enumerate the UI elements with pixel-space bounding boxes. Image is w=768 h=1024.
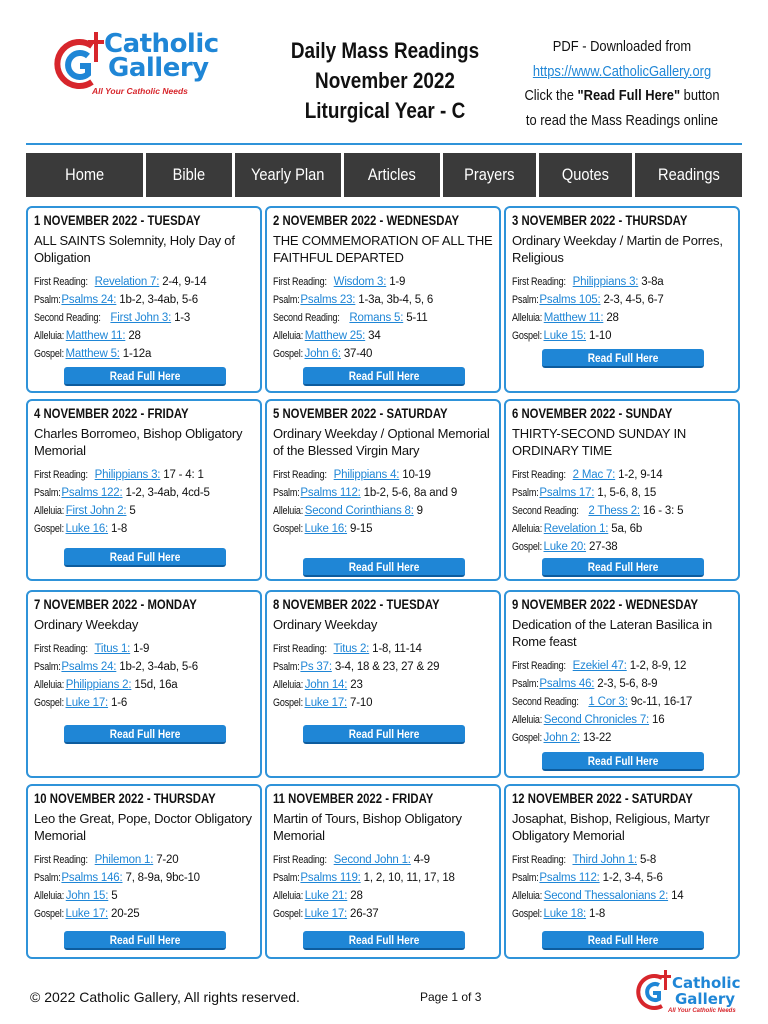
scripture-link[interactable]: Second John 1: — [333, 854, 411, 866]
scripture-link[interactable]: John 6: — [304, 348, 341, 360]
reading-label: Gospel: — [34, 908, 64, 920]
reading-label: Alleluia: — [512, 714, 543, 726]
reading-line — [512, 309, 732, 327]
read-full-here-button[interactable]: Read Full Here — [542, 349, 704, 368]
reading-line — [273, 851, 493, 869]
reading-label: Gospel: — [512, 541, 542, 553]
scripture-verses: 1-2, 3-4, 5-6 — [599, 872, 663, 884]
scripture-verses: 28 — [347, 890, 363, 902]
scripture-link[interactable]: Second Corinthians 8: — [304, 505, 414, 517]
reading-line — [273, 905, 493, 923]
scripture-link[interactable]: Titus 1: — [94, 643, 131, 655]
reading-card — [26, 206, 262, 393]
scripture-link[interactable]: Titus 2: — [333, 643, 370, 655]
scripture-link[interactable]: Second Chronicles 7: — [543, 714, 650, 726]
reading-line — [273, 869, 493, 887]
scripture-link[interactable]: Luke 20: — [543, 541, 587, 553]
reading-card — [504, 590, 740, 778]
readings-list — [34, 640, 254, 712]
reading-line — [512, 905, 732, 923]
scripture-verses: 28 — [603, 312, 619, 324]
scripture-verses: 3-8a — [638, 276, 664, 288]
scripture-link[interactable]: 1 Cor 3: — [588, 696, 628, 708]
scripture-verses: 1-10 — [586, 330, 612, 342]
scripture-link[interactable]: Second Thessalonians 2: — [543, 890, 669, 902]
scripture-link[interactable]: John 14: — [304, 679, 348, 691]
scripture-link[interactable]: Luke 15: — [543, 330, 587, 342]
scripture-link[interactable]: Luke 17: — [65, 908, 109, 920]
scripture-link[interactable]: Psalms 146: — [61, 872, 123, 884]
scripture-verses: 26-37 — [347, 908, 379, 920]
reading-label: Alleluia: — [34, 330, 65, 342]
reading-card — [26, 784, 262, 959]
reading-label: Psalm: — [273, 294, 300, 306]
scripture-verses: 1-6 — [108, 697, 128, 709]
reading-card — [26, 590, 262, 778]
reading-label: Alleluia: — [34, 679, 65, 691]
scripture-verses: 2-3, 4-5, 6-7 — [600, 294, 664, 306]
reading-line — [34, 905, 254, 923]
reading-line — [273, 291, 493, 309]
reading-label: Psalm: — [512, 678, 539, 690]
card-title: Josaphat, Bishop, Religious, Martyr Obligatory Memorial — [512, 811, 710, 843]
read-full-here-button[interactable]: Read Full Here — [542, 558, 704, 577]
readings-list — [34, 466, 254, 538]
card-date: 2 NOVEMBER 2022 - WEDNESDAY — [273, 213, 460, 228]
reading-label: First Reading: — [512, 469, 566, 481]
nav-prayers[interactable]: Prayers — [443, 153, 536, 197]
reading-line — [34, 273, 254, 291]
reading-card — [265, 784, 501, 959]
readings-list — [512, 851, 732, 923]
reading-card — [265, 206, 501, 393]
svg-text:All Your Catholic Needs: All Your Catholic Needs — [668, 1008, 736, 1014]
card-title: Ordinary Weekday — [273, 617, 378, 632]
nav-articles[interactable]: Articles — [344, 153, 440, 197]
reading-label: Gospel: — [34, 697, 64, 709]
scripture-link[interactable]: First John 2: — [65, 505, 127, 517]
scripture-verses: 5a, 6b — [608, 523, 643, 535]
reading-line — [273, 658, 493, 676]
main-nav — [26, 153, 742, 197]
scripture-verses: 1-9 — [130, 643, 150, 655]
reading-label: Gospel: — [273, 908, 303, 920]
reading-label: Alleluia: — [34, 505, 65, 517]
reading-label: Psalm: — [273, 872, 300, 884]
reading-line — [273, 309, 493, 327]
scripture-verses: 1b-2, 3-4ab, 5-6 — [116, 294, 198, 306]
scripture-verses: 5-8 — [637, 854, 657, 866]
scripture-verses: 7-20 — [153, 854, 179, 866]
nav-yearly-plan[interactable]: Yearly Plan — [235, 153, 341, 197]
card-date: 6 NOVEMBER 2022 - SUNDAY — [512, 406, 673, 421]
card-title: Leo the Great, Pope, Doctor Obligatory Memorial — [34, 811, 252, 843]
scripture-verses: 3-4, 18 & 23, 27 & 29 — [331, 661, 440, 673]
card-title: ALL SAINTS Solemnity, Holy Day of Obligation — [34, 233, 235, 265]
scripture-verses: 14 — [668, 890, 684, 902]
reading-label: Gospel: — [34, 348, 64, 360]
reading-line — [34, 466, 254, 484]
readings-list — [273, 851, 493, 923]
scripture-link[interactable]: Luke 17: — [65, 697, 109, 709]
read-full-here-button[interactable]: Read Full Here — [542, 752, 704, 771]
scripture-link[interactable]: Revelation 1: — [543, 523, 609, 535]
reading-label: Second Reading: — [34, 312, 101, 324]
scripture-link[interactable]: Psalms 46: — [539, 678, 595, 690]
scripture-verses: 1-8, 11-14 — [369, 643, 422, 655]
reading-label: First Reading: — [273, 469, 327, 481]
scripture-verses: 5 — [126, 505, 136, 517]
scripture-link[interactable]: John 15: — [65, 890, 109, 902]
reading-line — [34, 869, 254, 887]
reading-line — [34, 676, 254, 694]
card-title: Ordinary Weekday / Optional Memorial of the Blessed Virgin Mary — [273, 426, 490, 458]
scripture-verses: 1-12a — [119, 348, 152, 360]
logo-tagline: All Your Catholic Needs — [92, 86, 188, 96]
reading-line — [34, 291, 254, 309]
scripture-link[interactable]: Matthew 25: — [304, 330, 366, 342]
card-date: 7 NOVEMBER 2022 - MONDAY — [34, 597, 197, 612]
reading-label: Second Reading: — [512, 505, 579, 517]
scripture-verses: 10-19 — [399, 469, 431, 481]
pdf-note-line-3: Click the "Read Full Here" button — [524, 87, 720, 104]
card-date: 12 NOVEMBER 2022 - SATURDAY — [512, 791, 693, 806]
logo-wordmark: Catholic Gallery — [104, 29, 219, 83]
scripture-verses: 13-22 — [579, 732, 612, 744]
reading-label: Alleluia: — [273, 505, 304, 517]
reading-line — [273, 345, 493, 363]
reading-label: Psalm: — [34, 487, 61, 499]
reading-label: First Reading: — [512, 854, 566, 866]
nav-quotes[interactable]: Quotes — [539, 153, 632, 197]
website-link[interactable]: https://www.CatholicGallery.org — [532, 62, 712, 80]
scripture-link[interactable]: Luke 21: — [304, 890, 348, 902]
scripture-verses: 9-15 — [347, 523, 373, 535]
scripture-verses: 1-2, 9-14 — [615, 469, 663, 481]
scripture-verses: 17 - 4: 1 — [160, 469, 204, 481]
card-date: 8 NOVEMBER 2022 - TUESDAY — [273, 597, 440, 612]
reading-label: Psalm: — [34, 294, 61, 306]
scripture-link[interactable]: Luke 17: — [304, 908, 348, 920]
reading-label: Psalm: — [512, 294, 539, 306]
scripture-link[interactable]: Psalms 119: — [300, 872, 361, 884]
read-full-here-button[interactable]: Read Full Here — [303, 725, 465, 744]
page-title — [270, 36, 500, 126]
read-full-here-button[interactable]: Read Full Here — [64, 367, 226, 386]
card-date: 4 NOVEMBER 2022 - FRIDAY — [34, 406, 189, 421]
read-full-here-button[interactable]: Read Full Here — [64, 725, 226, 744]
title-line-3: Liturgical Year - C — [304, 98, 466, 123]
reading-line — [34, 694, 254, 712]
scripture-verses: 1-3 — [171, 312, 191, 324]
reading-label: Gospel: — [512, 908, 542, 920]
reading-line — [512, 520, 732, 538]
scripture-verses: 1-3a, 3b-4, 5, 6 — [355, 294, 434, 306]
nav-bible[interactable]: Bible — [146, 153, 232, 197]
reading-label: First Reading: — [34, 643, 88, 655]
scripture-verses: 20-25 — [108, 908, 140, 920]
reading-card — [504, 206, 740, 393]
card-title: THIRTY-SECOND SUNDAY IN ORDINARY TIME — [512, 426, 687, 458]
pdf-note-line-4: to read the Mass Readings online — [525, 111, 719, 129]
scripture-link[interactable]: Ps 37: — [300, 661, 332, 673]
scripture-verses: 1-9 — [386, 276, 406, 288]
scripture-link[interactable]: Philippians 2: — [65, 679, 132, 691]
read-full-here-button[interactable]: Read Full Here — [303, 558, 465, 577]
scripture-link[interactable]: Psalms 112: — [539, 872, 600, 884]
reading-card — [265, 590, 501, 778]
readings-list — [273, 273, 493, 363]
reading-label: First Reading: — [34, 469, 88, 481]
reading-label: Alleluia: — [273, 330, 304, 342]
card-title: Martin of Tours, Bishop Obligatory Memorial — [273, 811, 462, 843]
reading-line — [34, 327, 254, 345]
copyright: © 2022 Catholic Gallery, All rights reserved. — [30, 989, 300, 1005]
scripture-link[interactable]: Philippians 3: — [94, 469, 161, 481]
scripture-verses: 1-2, 8-9, 12 — [626, 660, 687, 672]
reading-label: Gospel: — [273, 523, 303, 535]
reading-label: Psalm: — [34, 872, 61, 884]
reading-line — [273, 273, 493, 291]
card-date: 3 NOVEMBER 2022 - THURSDAY — [512, 213, 688, 228]
reading-line — [34, 502, 254, 520]
reading-line — [512, 502, 732, 520]
scripture-verses: 1-8 — [586, 908, 606, 920]
card-title: Charles Borromeo, Bishop Obligatory Memorial — [34, 426, 243, 458]
reading-line — [34, 345, 254, 363]
scripture-verses: 16 - 3: 5 — [639, 505, 684, 517]
scripture-link[interactable]: Psalms 24: — [61, 661, 117, 673]
reading-line — [512, 711, 732, 729]
reading-line — [273, 676, 493, 694]
scripture-link[interactable]: Psalms 17: — [539, 487, 595, 499]
scripture-link[interactable]: John 2: — [543, 732, 580, 744]
reading-label: Alleluia: — [512, 523, 543, 535]
read-full-here-button[interactable]: Read Full Here — [64, 931, 226, 950]
readings-list — [34, 273, 254, 363]
reading-label: First Reading: — [273, 643, 327, 655]
reading-line — [512, 657, 732, 675]
scripture-verses: 23 — [347, 679, 363, 691]
scripture-link[interactable]: Luke 16: — [304, 523, 348, 535]
scripture-verses: 9 — [413, 505, 423, 517]
scripture-verses: 1-8 — [108, 523, 128, 535]
reading-line — [512, 851, 732, 869]
scripture-verses: 1, 2, 10, 11, 17, 18 — [360, 872, 455, 884]
reading-label: Gospel: — [273, 348, 303, 360]
readings-list — [273, 466, 493, 538]
reading-label: First Reading: — [273, 854, 327, 866]
reading-line — [34, 640, 254, 658]
reading-line — [273, 520, 493, 538]
reading-line — [512, 291, 732, 309]
card-title: Ordinary Weekday / Martin de Porres, Religious — [512, 233, 723, 265]
reading-line — [512, 729, 732, 747]
reading-label: Alleluia: — [273, 890, 304, 902]
reading-line — [512, 466, 732, 484]
scripture-verses: 37-40 — [340, 348, 373, 360]
scripture-verses: 28 — [125, 330, 141, 342]
scripture-verses: 15d, 16a — [131, 679, 178, 691]
scripture-link[interactable]: First John 3: — [110, 312, 172, 324]
reading-line — [34, 851, 254, 869]
scripture-verses: 5-11 — [403, 312, 428, 324]
scripture-link[interactable]: Wisdom 3: — [333, 276, 387, 288]
reading-line — [273, 327, 493, 345]
read-full-here-button[interactable]: Read Full Here — [542, 931, 704, 950]
scripture-link[interactable]: 2 Thess 2: — [588, 505, 640, 517]
scripture-link[interactable]: Ezekiel 47: — [572, 660, 627, 672]
reading-card — [504, 784, 740, 959]
read-full-here-button[interactable]: Read Full Here — [64, 548, 226, 567]
header-divider — [26, 143, 742, 145]
scripture-verses: 16 — [649, 714, 665, 726]
reading-line — [512, 327, 732, 345]
readings-list — [512, 273, 732, 345]
scripture-verses: 2-4, 9-14 — [159, 276, 207, 288]
scripture-verses: 9c-11, 16-17 — [627, 696, 693, 708]
reading-line — [34, 887, 254, 905]
scripture-verses: 1-2, 3-4ab, 4cd-5 — [122, 487, 210, 499]
svg-text:Gallery: Gallery — [675, 990, 736, 1008]
reading-label: Second Reading: — [273, 312, 340, 324]
card-date: 11 NOVEMBER 2022 - FRIDAY — [273, 791, 434, 806]
scripture-verses: 7-10 — [347, 697, 373, 709]
reading-label: Gospel: — [512, 330, 542, 342]
reading-line — [273, 640, 493, 658]
reading-line — [512, 869, 732, 887]
footer-logo-icon — [636, 970, 746, 1014]
reading-label: First Reading: — [34, 276, 88, 288]
reading-label: Psalm: — [512, 487, 539, 499]
reading-card — [504, 399, 740, 581]
scripture-link[interactable]: Philippians 4: — [333, 469, 400, 481]
reading-label: First Reading: — [512, 660, 566, 672]
reading-label: Gospel: — [34, 523, 64, 535]
reading-line — [34, 309, 254, 327]
reading-label: First Reading: — [34, 854, 88, 866]
readings-list — [34, 851, 254, 923]
reading-line — [273, 502, 493, 520]
scripture-verses: 34 — [365, 330, 381, 342]
scripture-verses: 1b-2, 5-6, 8a and 9 — [360, 487, 458, 499]
card-title: Ordinary Weekday — [34, 617, 139, 632]
reading-label: Alleluia: — [34, 890, 65, 902]
card-title: THE COMMEMORATION OF ALL THE FAITHFUL DEPARTED — [273, 233, 493, 265]
reading-label: Second Reading: — [512, 696, 579, 708]
reading-label: Psalm: — [512, 872, 539, 884]
card-date: 1 NOVEMBER 2022 - TUESDAY — [34, 213, 201, 228]
scripture-link[interactable]: Luke 16: — [65, 523, 109, 535]
scripture-verses: 4-9 — [410, 854, 430, 866]
pdf-note-line-1: PDF - Downloaded from — [552, 38, 692, 55]
reading-card — [26, 399, 262, 581]
scripture-link[interactable]: Matthew 11: — [65, 330, 126, 342]
reading-label: Alleluia: — [512, 312, 543, 324]
reading-line — [273, 484, 493, 502]
reading-line — [512, 538, 732, 556]
read-full-here-button[interactable]: Read Full Here — [303, 367, 465, 386]
scripture-link[interactable]: Matthew 5: — [65, 348, 120, 360]
reading-line — [512, 887, 732, 905]
svg-text:Catholic: Catholic — [672, 974, 741, 992]
page-indicator: Page 1 of 3 — [420, 990, 482, 1004]
scripture-link[interactable]: Luke 17: — [304, 697, 348, 709]
scripture-link[interactable]: Psalms 24: — [61, 294, 117, 306]
scripture-link[interactable]: Luke 18: — [543, 908, 587, 920]
scripture-link[interactable]: Philippians 3: — [572, 276, 639, 288]
scripture-link[interactable]: Philemon 1: — [94, 854, 154, 866]
reading-label: Alleluia: — [273, 679, 304, 691]
nav-readings[interactable]: Readings — [635, 153, 742, 197]
scripture-link[interactable]: Psalms 105: — [539, 294, 601, 306]
catholic-gallery-logo[interactable] — [46, 30, 226, 102]
scripture-link[interactable]: Third John 1: — [572, 854, 637, 866]
reading-label: Gospel: — [273, 697, 303, 709]
reading-line — [34, 484, 254, 502]
title-line-2: November 2022 — [315, 68, 455, 93]
scripture-verses: 5 — [108, 890, 118, 902]
reading-label: Psalm: — [273, 487, 300, 499]
scripture-verses: 27-38 — [586, 541, 618, 553]
read-full-here-button[interactable]: Read Full Here — [303, 931, 465, 950]
card-date: 9 NOVEMBER 2022 - WEDNESDAY — [512, 597, 699, 612]
reading-line — [273, 694, 493, 712]
card-date: 5 NOVEMBER 2022 - SATURDAY — [273, 406, 448, 421]
readings-list — [512, 466, 732, 556]
reading-label: Alleluia: — [512, 890, 543, 902]
pdf-note — [502, 35, 742, 133]
reading-label: Psalm: — [34, 661, 61, 673]
scripture-verses: 1, 5-6, 8, 15 — [594, 487, 657, 499]
readings-list — [512, 657, 732, 747]
reading-line — [34, 658, 254, 676]
reading-card — [265, 399, 501, 581]
reading-line — [273, 887, 493, 905]
scripture-link[interactable]: Romans 5: — [349, 312, 404, 324]
reading-label: First Reading: — [512, 276, 566, 288]
scripture-link[interactable]: 2 Mac 7: — [572, 469, 616, 481]
reading-line — [512, 693, 732, 711]
reading-label: Psalm: — [273, 661, 300, 673]
scripture-link[interactable]: Revelation 7: — [94, 276, 160, 288]
reading-label: Gospel: — [512, 732, 542, 744]
card-date: 10 NOVEMBER 2022 - THURSDAY — [34, 791, 216, 806]
title-line-1: Daily Mass Readings — [290, 38, 480, 63]
reading-line — [273, 466, 493, 484]
card-title: Dedication of the Lateran Basilica in Rome feast — [512, 617, 713, 649]
scripture-link[interactable]: Psalms 23: — [300, 294, 356, 306]
reading-line — [512, 273, 732, 291]
scripture-link[interactable]: Matthew 11: — [543, 312, 604, 324]
scripture-verses: 1b-2, 3-4ab, 5-6 — [116, 661, 198, 673]
reading-label: First Reading: — [273, 276, 327, 288]
scripture-link[interactable]: Psalms 112: — [300, 487, 361, 499]
reading-line — [512, 484, 732, 502]
scripture-link[interactable]: Psalms 122: — [61, 487, 123, 499]
nav-home[interactable]: Home — [26, 153, 143, 197]
scripture-verses: 2-3, 5-6, 8-9 — [594, 678, 658, 690]
reading-line — [512, 675, 732, 693]
scripture-verses: 7, 8-9a, 9bc-10 — [122, 872, 200, 884]
readings-list — [273, 640, 493, 712]
reading-line — [34, 520, 254, 538]
